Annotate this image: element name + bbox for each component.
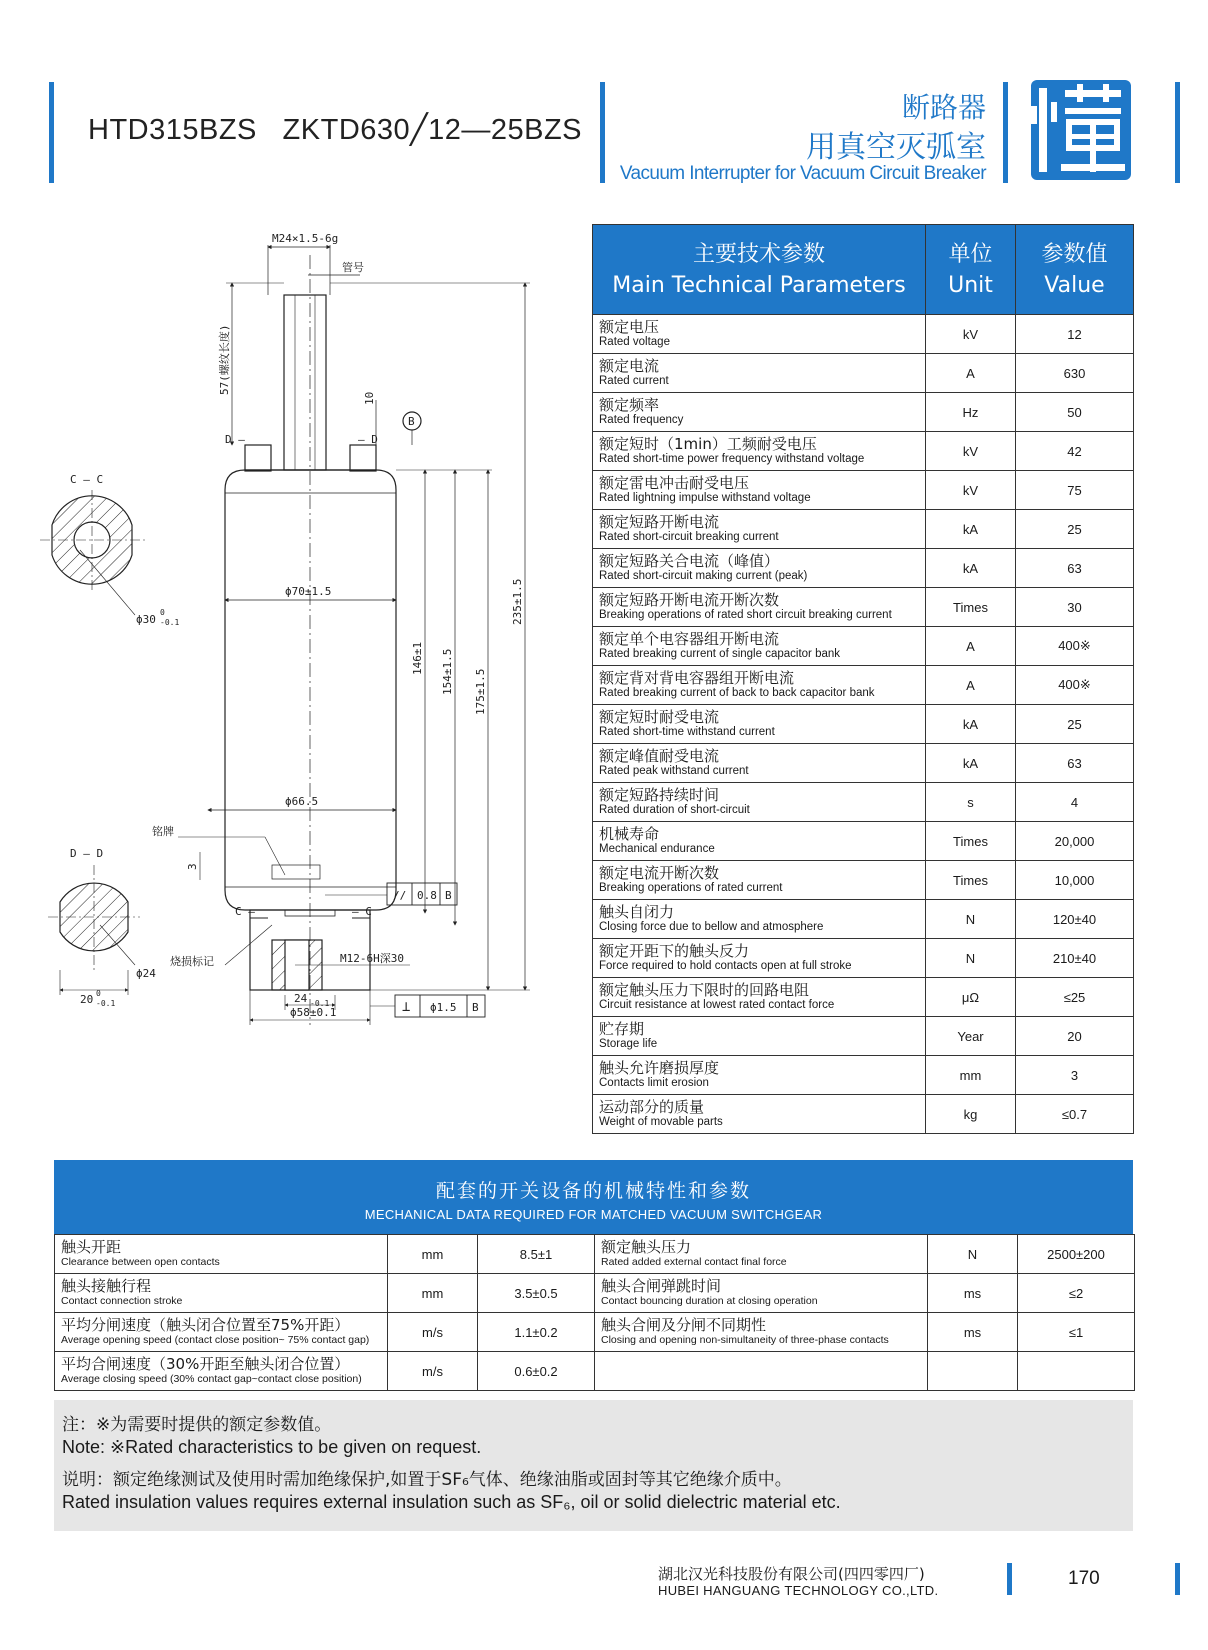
param-value: 50 bbox=[1016, 393, 1134, 432]
logo-left-bar bbox=[1003, 82, 1008, 183]
params-row bbox=[593, 393, 1134, 432]
mech-row bbox=[55, 1313, 1135, 1352]
tube-label: 管号 bbox=[342, 261, 364, 274]
param-unit: μΩ bbox=[926, 978, 1016, 1017]
params-header-unit: 单位 Unit bbox=[926, 225, 1016, 315]
param-name-cn: 额定短路持续时间 bbox=[599, 786, 720, 804]
params-row bbox=[593, 354, 1134, 393]
param-value: 30 bbox=[1016, 588, 1134, 627]
param-unit: mm bbox=[926, 1056, 1016, 1095]
param-name bbox=[593, 744, 926, 783]
param-unit: Times bbox=[926, 861, 1016, 900]
param-name-en: Weight of movable parts bbox=[599, 1116, 723, 1128]
params-row bbox=[593, 666, 1134, 705]
params-row bbox=[593, 783, 1134, 822]
mech-right-cn: 额定触头压力 bbox=[601, 1238, 692, 1256]
params-row bbox=[593, 471, 1134, 510]
mech-row bbox=[55, 1274, 1135, 1313]
mech-left-unit: m/s bbox=[388, 1352, 478, 1391]
dia-58-label: ϕ58±0.1 bbox=[290, 1006, 337, 1019]
mech-left-unit: m/s bbox=[388, 1313, 478, 1352]
params-row bbox=[593, 588, 1134, 627]
param-unit: Times bbox=[926, 588, 1016, 627]
param-name-en: Breaking operations of rated short circuit breaking current bbox=[599, 609, 892, 621]
note-en-1: Note: ※Rated characteristics to be given on request. bbox=[62, 1437, 482, 1457]
footer-accent-bar-left bbox=[1007, 1563, 1012, 1595]
mech-right-name bbox=[595, 1235, 928, 1274]
mech-right-value bbox=[1018, 1352, 1135, 1391]
perp-datum: B bbox=[472, 1001, 479, 1014]
section-d-left-label: D — bbox=[225, 433, 245, 446]
param-name-en: Rated short-circuit breaking current bbox=[599, 531, 779, 543]
param-unit: kV bbox=[926, 471, 1016, 510]
params-row bbox=[593, 549, 1134, 588]
mech-left-value: 3.5±0.5 bbox=[478, 1274, 595, 1313]
params-row bbox=[593, 978, 1134, 1017]
mech-left-name bbox=[55, 1352, 388, 1391]
mech-left-en: Average closing speed (30% contact gap~contact close position) bbox=[61, 1373, 362, 1385]
mech-row bbox=[55, 1235, 1135, 1274]
params-row bbox=[593, 1095, 1134, 1134]
note-cn-2: 说明：额定绝缘测试及使用时需加绝缘保护,如置于SF₆气体、绝缘油脂或固封等其它绝缘介质中。 bbox=[62, 1470, 792, 1490]
param-unit: N bbox=[926, 939, 1016, 978]
param-name-cn: 运动部分的质量 bbox=[599, 1098, 705, 1116]
mech-left-unit: mm bbox=[388, 1235, 478, 1274]
param-unit: kA bbox=[926, 744, 1016, 783]
param-name bbox=[593, 978, 926, 1017]
params-row bbox=[593, 315, 1134, 354]
dia-24-label: ϕ24 bbox=[136, 967, 156, 980]
params-row bbox=[593, 1056, 1134, 1095]
technical-drawing bbox=[40, 225, 585, 1090]
dia-66-label: ϕ66.5 bbox=[285, 795, 319, 808]
param-name-en: Rated frequency bbox=[599, 414, 684, 426]
param-unit: s bbox=[926, 783, 1016, 822]
param-value: 400※ bbox=[1016, 627, 1134, 666]
mech-right-en: Rated added external contact final force bbox=[601, 1256, 787, 1268]
param-unit: Year bbox=[926, 1017, 1016, 1056]
params-row bbox=[593, 1017, 1134, 1056]
dia-30-tol-bottom: -0.1 bbox=[160, 618, 180, 627]
main-parameters-table bbox=[592, 224, 1134, 1134]
mech-row bbox=[55, 1352, 1135, 1391]
dim-24b-tol: -0.1 bbox=[310, 999, 330, 1008]
stroke-mark-label: 烧损标记 bbox=[170, 955, 214, 968]
param-value: 12 bbox=[1016, 315, 1134, 354]
param-name-en: Rated breaking current of back to back capacitor bank bbox=[599, 687, 875, 699]
param-name-cn: 额定雷电冲击耐受电压 bbox=[599, 474, 750, 492]
dia-30-label: ϕ30 bbox=[136, 613, 156, 626]
title-cn-line1: 断路器 bbox=[901, 91, 986, 124]
params-row bbox=[593, 822, 1134, 861]
footer-company-en: HUBEI HANGUANG TECHNOLOGY CO.,LTD. bbox=[658, 1583, 939, 1598]
mech-right-en: Closing and opening non-simultaneity of three-phase contacts bbox=[601, 1334, 889, 1346]
param-unit: kA bbox=[926, 705, 1016, 744]
param-value: 25 bbox=[1016, 510, 1134, 549]
dim-24b-label: 24 bbox=[294, 992, 308, 1005]
param-name bbox=[593, 588, 926, 627]
parallel-datum: B bbox=[445, 889, 452, 902]
mech-left-cn: 触头开距 bbox=[61, 1238, 122, 1256]
note-cn-1: 注：※为需要时提供的额定参数值。 bbox=[62, 1415, 332, 1435]
mechanical-data-header bbox=[54, 1160, 1133, 1234]
param-name-en: Rated lightning impulse withstand voltage bbox=[599, 492, 811, 504]
mech-left-cn: 平均分闸速度（触头闭合位置至75%开距） bbox=[61, 1316, 350, 1334]
param-name-en: Rated short-circuit making current (peak) bbox=[599, 570, 808, 582]
params-row bbox=[593, 939, 1134, 978]
param-unit: kV bbox=[926, 315, 1016, 354]
note-en-2: Rated insulation values requires external insulation such as SF₆, oil or solid dielectric material etc. bbox=[62, 1492, 841, 1512]
section-c-right-label: — C bbox=[352, 905, 372, 918]
param-name-cn: 额定电流开断次数 bbox=[599, 864, 720, 882]
param-value: 20,000 bbox=[1016, 822, 1134, 861]
mech-right-unit bbox=[928, 1352, 1018, 1391]
param-name bbox=[593, 822, 926, 861]
param-name-cn: 触头允许磨损厚度 bbox=[599, 1059, 720, 1077]
params-row bbox=[593, 744, 1134, 783]
param-value: 25 bbox=[1016, 705, 1134, 744]
param-value: 42 bbox=[1016, 432, 1134, 471]
param-unit: kg bbox=[926, 1095, 1016, 1134]
params-row bbox=[593, 900, 1134, 939]
params-row bbox=[593, 510, 1134, 549]
param-name-cn: 额定峰值耐受电流 bbox=[599, 747, 720, 765]
param-name-en: Rated short-time withstand current bbox=[599, 726, 775, 738]
dim-175-label: 175±1.5 bbox=[474, 668, 487, 715]
param-value: 210±40 bbox=[1016, 939, 1134, 978]
param-value: 63 bbox=[1016, 744, 1134, 783]
mech-left-name bbox=[55, 1274, 388, 1313]
param-name-cn: 额定短路开断电流开断次数 bbox=[599, 591, 780, 609]
param-unit: kA bbox=[926, 510, 1016, 549]
param-name-cn: 额定短路开断电流 bbox=[599, 513, 720, 531]
param-name-en: Breaking operations of rated current bbox=[599, 882, 783, 894]
param-unit: A bbox=[926, 354, 1016, 393]
param-name-cn: 贮存期 bbox=[599, 1020, 645, 1038]
mech-left-en: Average opening speed (contact close position~ 75% contact gap) bbox=[61, 1334, 370, 1346]
param-name bbox=[593, 471, 926, 510]
param-unit: kV bbox=[926, 432, 1016, 471]
perp-symbol: ⊥ bbox=[402, 999, 411, 1015]
thread-label: M24×1.5-6g bbox=[272, 232, 339, 245]
param-name-cn: 额定背对背电容器组开断电流 bbox=[599, 669, 795, 687]
nameplate-label: 铭牌 bbox=[152, 825, 174, 838]
parallel-value: 0.8 bbox=[417, 889, 437, 902]
dim-20-label: 20 bbox=[80, 993, 94, 1006]
mech-right-unit: N bbox=[928, 1235, 1018, 1274]
mech-left-value: 1.1±0.2 bbox=[478, 1313, 595, 1352]
param-name bbox=[593, 510, 926, 549]
mech-right-value: ≤2 bbox=[1018, 1274, 1135, 1313]
title-cn-line2: 用真空灭弧室 bbox=[806, 130, 986, 165]
param-name-en: Rated breaking current of single capacitor bank bbox=[599, 648, 841, 660]
parallel-symbol: // bbox=[393, 889, 407, 902]
param-unit: A bbox=[926, 627, 1016, 666]
dim-3-label: 3 bbox=[186, 863, 199, 870]
param-unit: Hz bbox=[926, 393, 1016, 432]
mech-right-value: ≤1 bbox=[1018, 1313, 1135, 1352]
title-en: Vacuum Interrupter for Vacuum Circuit Breaker bbox=[619, 163, 986, 184]
param-name bbox=[593, 432, 926, 471]
dim-154-label: 154±1.5 bbox=[441, 648, 454, 695]
mech-right-unit: ms bbox=[928, 1274, 1018, 1313]
mech-right-cn: 触头合闸弹跳时间 bbox=[601, 1277, 722, 1295]
param-name-en: Force required to hold contacts open at full stroke bbox=[599, 960, 852, 972]
dim-235-label: 235±1.5 bbox=[511, 578, 524, 625]
param-name-en: Storage life bbox=[599, 1038, 658, 1050]
section-d-right-label: — D bbox=[358, 433, 378, 446]
mech-left-value: 8.5±1 bbox=[478, 1235, 595, 1274]
param-name bbox=[593, 705, 926, 744]
param-value: 63 bbox=[1016, 549, 1134, 588]
footer-accent-bar-right bbox=[1175, 1563, 1180, 1595]
section-c-left-label: C — bbox=[235, 905, 255, 918]
mech-left-unit: mm bbox=[388, 1274, 478, 1313]
params-row bbox=[593, 432, 1134, 471]
notes-box bbox=[54, 1400, 1133, 1531]
param-value: 630 bbox=[1016, 354, 1134, 393]
param-name-en: Rated voltage bbox=[599, 336, 670, 348]
mech-right-value: 2500±200 bbox=[1018, 1235, 1135, 1274]
param-name bbox=[593, 354, 926, 393]
param-value: 120±40 bbox=[1016, 900, 1134, 939]
perp-value: ϕ1.5 bbox=[430, 1001, 457, 1014]
params-header-name: 主要技术参数 Main Technical Parameters bbox=[593, 225, 926, 315]
right-accent-bar bbox=[1175, 82, 1180, 183]
mech-right-name bbox=[595, 1352, 928, 1391]
param-name-en: Rated peak withstand current bbox=[599, 765, 749, 777]
mechanical-title-cn: 配套的开关设备的机械特性和参数 bbox=[435, 1180, 751, 1202]
param-name-cn: 额定频率 bbox=[599, 396, 660, 414]
param-name-cn: 额定电流 bbox=[599, 357, 660, 375]
params-header-row bbox=[593, 225, 1134, 315]
param-value: 20 bbox=[1016, 1017, 1134, 1056]
param-name-en: Rated short-time power frequency withstand voltage bbox=[599, 453, 865, 465]
param-name-en: Closing force due to bellow and atmosphere bbox=[599, 921, 824, 933]
param-name bbox=[593, 861, 926, 900]
datum-b-label: B bbox=[408, 415, 415, 428]
param-unit: A bbox=[926, 666, 1016, 705]
param-name-en: Circuit resistance at lowest rated contact force bbox=[599, 999, 835, 1011]
dia-30-tol-top: 0 bbox=[160, 608, 165, 617]
mech-left-name bbox=[55, 1235, 388, 1274]
param-value: ≤25 bbox=[1016, 978, 1134, 1017]
mechanical-title-en: MECHANICAL DATA REQUIRED FOR MATCHED VACUUM SWITCHGEAR bbox=[364, 1207, 823, 1222]
param-unit: kA bbox=[926, 549, 1016, 588]
param-name bbox=[593, 939, 926, 978]
param-name-cn: 触头自闭力 bbox=[599, 903, 675, 921]
param-name-cn: 额定单个电容器组开断电流 bbox=[599, 630, 780, 648]
page-number: 170 bbox=[1068, 1568, 1100, 1589]
params-row bbox=[593, 861, 1134, 900]
param-unit: N bbox=[926, 900, 1016, 939]
param-name-en: Rated current bbox=[599, 375, 669, 387]
param-value: 4 bbox=[1016, 783, 1134, 822]
param-name bbox=[593, 315, 926, 354]
param-name-en: Rated duration of short-circuit bbox=[599, 804, 750, 816]
mech-left-value: 0.6±0.2 bbox=[478, 1352, 595, 1391]
company-logo-icon bbox=[1025, 78, 1137, 184]
mech-right-en: Contact bouncing duration at closing operation bbox=[601, 1295, 818, 1307]
param-value: 75 bbox=[1016, 471, 1134, 510]
param-name-cn: 额定触头压力下限时的回路电阻 bbox=[599, 981, 810, 999]
dim-10-label: 10 bbox=[363, 391, 376, 405]
param-name-en: Mechanical endurance bbox=[599, 843, 715, 855]
param-name-cn: 额定开距下的触头反力 bbox=[599, 942, 750, 960]
param-value: ≤0.7 bbox=[1016, 1095, 1134, 1134]
param-name-cn: 额定短时（1min）工频耐受电压 bbox=[599, 435, 817, 453]
params-row bbox=[593, 627, 1134, 666]
thread-length-label: 57(螺纹长度) bbox=[218, 324, 231, 395]
param-value: 400※ bbox=[1016, 666, 1134, 705]
mech-right-cn: 触头合闸及分闸不同期性 bbox=[601, 1316, 767, 1334]
mech-left-cn: 平均合闸速度（30%开距至触头闭合位置） bbox=[61, 1355, 350, 1373]
param-value: 3 bbox=[1016, 1056, 1134, 1095]
mech-right-name bbox=[595, 1313, 928, 1352]
param-name bbox=[593, 1017, 926, 1056]
footer-company-cn: 湖北汉光科技股份有限公司(四四零四厂) bbox=[658, 1565, 925, 1583]
mech-right-unit: ms bbox=[928, 1313, 1018, 1352]
param-name bbox=[593, 1056, 926, 1095]
param-name bbox=[593, 549, 926, 588]
param-unit: Times bbox=[926, 822, 1016, 861]
mech-left-en: Clearance between open contacts bbox=[61, 1256, 220, 1268]
model-number: HTD315BZS ZKTD630╱12—25BZS bbox=[88, 114, 583, 146]
section-c-title: C — C bbox=[70, 473, 104, 486]
param-name-cn: 额定短路关合电流（峰值） bbox=[599, 552, 780, 570]
mechanical-data-table bbox=[54, 1234, 1135, 1391]
dim-146-label: 146±1 bbox=[411, 641, 424, 675]
param-name bbox=[593, 393, 926, 432]
section-d-title: D — D bbox=[70, 847, 104, 860]
param-name bbox=[593, 783, 926, 822]
param-name-cn: 机械寿命 bbox=[599, 825, 660, 843]
dia-70-label: ϕ70±1.5 bbox=[285, 585, 332, 598]
left-accent-bar bbox=[49, 82, 54, 183]
param-name-en: Contacts limit erosion bbox=[599, 1077, 709, 1089]
thread-hole-label: M12-6H深30 bbox=[340, 952, 404, 965]
params-row bbox=[593, 705, 1134, 744]
dim-20-tol-top: 0 bbox=[96, 989, 101, 998]
param-name bbox=[593, 627, 926, 666]
param-name bbox=[593, 1095, 926, 1134]
middle-accent-bar bbox=[600, 82, 605, 183]
param-name bbox=[593, 666, 926, 705]
param-name-cn: 额定电压 bbox=[599, 318, 660, 336]
mech-left-en: Contact connection stroke bbox=[61, 1295, 183, 1307]
param-value: 10,000 bbox=[1016, 861, 1134, 900]
param-name-cn: 额定短时耐受电流 bbox=[599, 708, 720, 726]
dim-20-tol-bottom: -0.1 bbox=[96, 999, 116, 1008]
param-name bbox=[593, 900, 926, 939]
params-header-value: 参数值 Value bbox=[1016, 225, 1134, 315]
mech-right-name bbox=[595, 1274, 928, 1313]
mech-left-name bbox=[55, 1313, 388, 1352]
mech-left-cn: 触头接触行程 bbox=[61, 1277, 152, 1295]
